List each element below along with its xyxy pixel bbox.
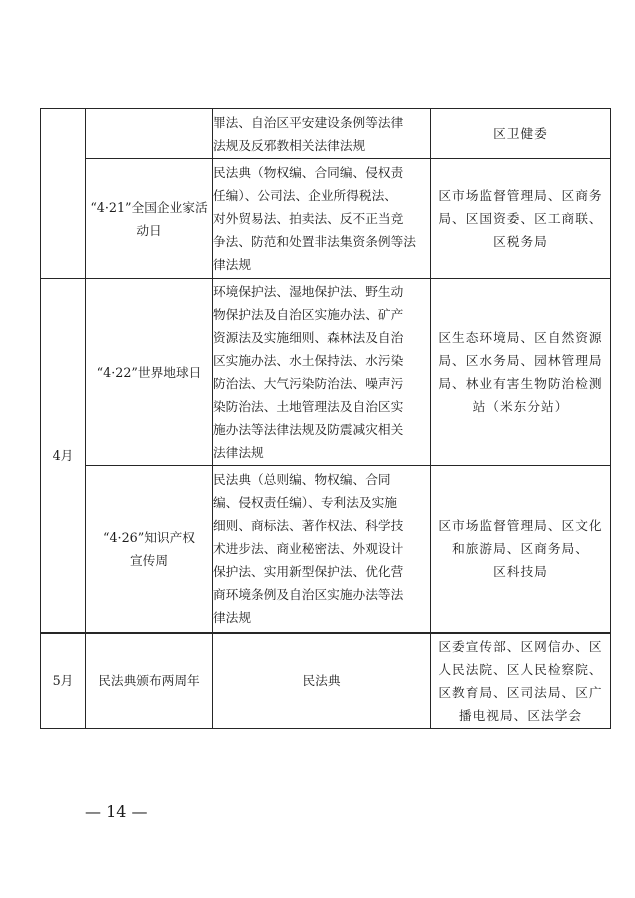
month-cell: 5月	[41, 633, 86, 729]
departments-cell: 区生态环境局、区自然资源 局、区水务局、园林管理局 局、林业有害生物防治检测 站（米东分站）	[431, 279, 611, 466]
event-cell: “4·26”知识产权 宣传周	[86, 466, 213, 633]
laws-cell: 民法典（总则编、物权编、合同 编、侵权责任编）、专利法及实施 细则、商标法、著作权法、科学技 术进步法、商业秘密法、外观设计 保护法、实用新型保护法、优化营 商环境条例及自治区实施办法等法 律法规	[213, 466, 431, 633]
laws-cell: 罪法、自治区平安建设条例等法律 法规及反邪教相关法律法规	[213, 109, 431, 159]
table-row	[41, 109, 611, 159]
event-cell: 民法典颁布两周年	[86, 633, 213, 729]
activity-schedule-table	[40, 108, 611, 729]
departments-cell: 区市场监督管理局、区商务 局、区国资委、区工商联、 区税务局	[431, 159, 611, 279]
event-cell	[86, 109, 213, 159]
table-row	[41, 279, 611, 466]
page-number: — 14 —	[85, 802, 148, 821]
laws-cell: 民法典	[213, 633, 431, 729]
month-cell: 4月	[41, 279, 86, 633]
event-cell: “4·21”全国企业家活 动日	[86, 159, 213, 279]
table-row	[41, 159, 611, 279]
table-row	[41, 633, 611, 729]
departments-cell: 区市场监督管理局、区文化 和旅游局、区商务局、 区科技局	[431, 466, 611, 633]
departments-cell: 区卫健委	[431, 109, 611, 159]
table-row	[41, 466, 611, 633]
departments-cell: 区委宣传部、区网信办、区 人民法院、区人民检察院、 区教育局、区司法局、区广 播电视局、区法学会	[431, 633, 611, 729]
event-cell: “4·22”世界地球日	[86, 279, 213, 466]
month-cell	[41, 109, 86, 279]
laws-cell: 民法典（物权编、合同编、侵权责 任编）、公司法、企业所得税法、 对外贸易法、拍卖法、反不正当竞 争法、防范和处置非法集资条例等法 律法规	[213, 159, 431, 279]
laws-cell: 环境保护法、湿地保护法、野生动 物保护法及自治区实施办法、矿产 资源法及实施细则、森林法及自治 区实施办法、水土保持法、水污染 防治法、大气污染防治法、噪声污 染防治法、土地管理法及自治区实 施办法等法律法规及防震减灾相关 法律法规	[213, 279, 431, 466]
